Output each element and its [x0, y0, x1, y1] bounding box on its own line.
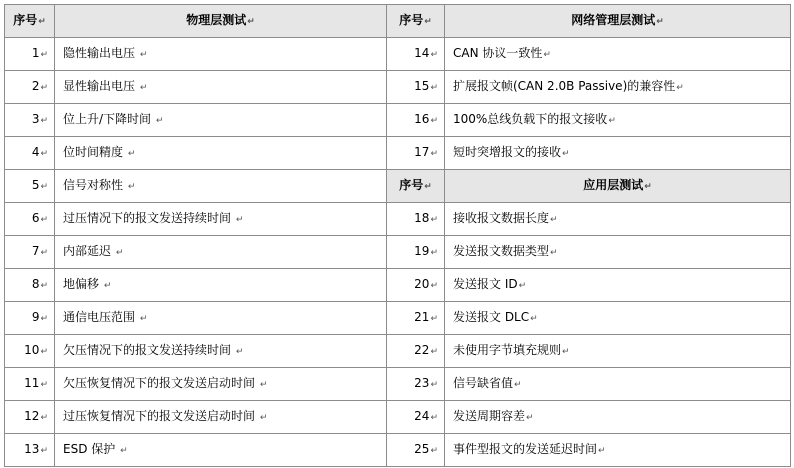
paragraph-mark-icon: ↵ — [259, 413, 268, 423]
app-test-name: 发送报文 ID↵ — [445, 269, 791, 302]
app-test-name: 发送周期容差↵ — [445, 401, 791, 434]
paragraph-mark-icon: ↵ — [430, 215, 438, 225]
paragraph-mark-icon: ↵ — [40, 314, 48, 324]
paragraph-mark-icon: ↵ — [644, 182, 652, 192]
paragraph-mark-icon: ↵ — [40, 149, 48, 159]
paragraph-mark-icon: ↵ — [598, 446, 606, 456]
physical-test-no: 11↵ — [5, 368, 55, 401]
network-test-name: CAN 协议一致性↵ — [445, 38, 791, 71]
network-test-no: 15↵ — [387, 71, 445, 104]
paragraph-mark-icon: ↵ — [235, 347, 244, 357]
application-layer-header: 应用层测试↵ — [445, 170, 791, 203]
physical-test-name: 信号对称性 ↵ — [55, 170, 387, 203]
paragraph-mark-icon: ↵ — [430, 248, 438, 258]
header-row — [5, 5, 791, 38]
physical-layer-header: 物理层测试↵ — [55, 5, 387, 38]
paragraph-mark-icon: ↵ — [103, 281, 112, 291]
physical-test-name: 显性输出电压 ↵ — [55, 71, 387, 104]
table-row — [5, 137, 791, 170]
no-header: 序号↵ — [387, 5, 445, 38]
paragraph-mark-icon: ↵ — [139, 50, 148, 60]
physical-test-name: 位时间精度 ↵ — [55, 137, 387, 170]
test-table-wrapper — [4, 4, 791, 467]
physical-test-no: 12↵ — [5, 401, 55, 434]
table-row — [5, 335, 791, 368]
paragraph-mark-icon: ↵ — [40, 215, 48, 225]
network-test-no: 14↵ — [387, 38, 445, 71]
paragraph-mark-icon: ↵ — [40, 248, 48, 258]
physical-test-no: 9↵ — [5, 302, 55, 335]
table-row — [5, 170, 791, 203]
paragraph-mark-icon: ↵ — [40, 83, 48, 93]
app-test-no: 18↵ — [387, 203, 445, 236]
physical-test-no: 2↵ — [5, 71, 55, 104]
app-test-no: 21↵ — [387, 302, 445, 335]
network-test-no: 17↵ — [387, 137, 445, 170]
paragraph-mark-icon: ↵ — [127, 149, 136, 159]
paragraph-mark-icon: ↵ — [430, 50, 438, 60]
paragraph-mark-icon: ↵ — [40, 182, 48, 192]
test-items-table — [4, 4, 791, 467]
paragraph-mark-icon: ↵ — [430, 83, 438, 93]
paragraph-mark-icon: ↵ — [430, 446, 438, 456]
network-test-name: 100%总线负载下的报文接收↵ — [445, 104, 791, 137]
paragraph-mark-icon: ↵ — [430, 281, 438, 291]
paragraph-mark-icon: ↵ — [424, 17, 432, 27]
paragraph-mark-icon: ↵ — [40, 50, 48, 60]
paragraph-mark-icon: ↵ — [40, 281, 48, 291]
physical-test-no: 13↵ — [5, 434, 55, 467]
table-row — [5, 203, 791, 236]
paragraph-mark-icon: ↵ — [40, 380, 48, 390]
paragraph-mark-icon: ↵ — [656, 17, 664, 27]
table-row — [5, 434, 791, 467]
physical-test-name: 位上升/下降时间 ↵ — [55, 104, 387, 137]
paragraph-mark-icon: ↵ — [550, 215, 558, 225]
paragraph-mark-icon: ↵ — [514, 380, 522, 390]
paragraph-mark-icon: ↵ — [235, 215, 244, 225]
paragraph-mark-icon: ↵ — [608, 116, 616, 126]
physical-test-name: 欠压恢复情况下的报文发送启动时间 ↵ — [55, 368, 387, 401]
physical-test-name: 过压恢复情况下的报文发送启动时间 ↵ — [55, 401, 387, 434]
physical-test-name: 过压情况下的报文发送持续时间 ↵ — [55, 203, 387, 236]
physical-test-no: 5↵ — [5, 170, 55, 203]
app-test-no: 19↵ — [387, 236, 445, 269]
paragraph-mark-icon: ↵ — [518, 281, 527, 291]
app-test-no: 24↵ — [387, 401, 445, 434]
paragraph-mark-icon: ↵ — [430, 314, 438, 324]
app-test-name: 发送报文数据类型↵ — [445, 236, 791, 269]
physical-test-name: 地偏移 ↵ — [55, 269, 387, 302]
table-row — [5, 269, 791, 302]
paragraph-mark-icon: ↵ — [430, 380, 438, 390]
paragraph-mark-icon: ↵ — [247, 17, 255, 27]
physical-test-name: 隐性输出电压 ↵ — [55, 38, 387, 71]
paragraph-mark-icon: ↵ — [120, 446, 128, 456]
app-test-name: 发送报文 DLC↵ — [445, 302, 791, 335]
paragraph-mark-icon: ↵ — [259, 380, 268, 390]
physical-test-name: 内部延迟 ↵ — [55, 236, 387, 269]
paragraph-mark-icon: ↵ — [40, 116, 48, 126]
physical-test-name: ESD 保护 ↵ — [55, 434, 387, 467]
paragraph-mark-icon: ↵ — [430, 413, 438, 423]
network-layer-header: 网络管理层测试↵ — [445, 5, 791, 38]
paragraph-mark-icon: ↵ — [530, 314, 538, 324]
paragraph-mark-icon: ↵ — [155, 116, 164, 126]
table-row — [5, 368, 791, 401]
network-test-no: 16↵ — [387, 104, 445, 137]
paragraph-mark-icon: ↵ — [424, 182, 432, 192]
table-row — [5, 38, 791, 71]
paragraph-mark-icon: ↵ — [40, 413, 48, 423]
app-test-name: 未使用字节填充规则↵ — [445, 335, 791, 368]
app-test-name: 信号缺省值↵ — [445, 368, 791, 401]
paragraph-mark-icon: ↵ — [562, 149, 570, 159]
no-header: 序号↵ — [5, 5, 55, 38]
app-test-no: 22↵ — [387, 335, 445, 368]
table-row — [5, 236, 791, 269]
paragraph-mark-icon: ↵ — [127, 182, 136, 192]
paragraph-mark-icon: ↵ — [562, 347, 570, 357]
app-test-no: 25↵ — [387, 434, 445, 467]
physical-test-no: 10↵ — [5, 335, 55, 368]
paragraph-mark-icon: ↵ — [543, 50, 551, 60]
network-test-name: 扩展报文帧(CAN 2.0B Passive)的兼容性↵ — [445, 71, 791, 104]
paragraph-mark-icon: ↵ — [139, 83, 148, 93]
table-row — [5, 401, 791, 434]
paragraph-mark-icon: ↵ — [139, 314, 148, 324]
table-row — [5, 104, 791, 137]
physical-test-name: 通信电压范围 ↵ — [55, 302, 387, 335]
paragraph-mark-icon: ↵ — [676, 83, 684, 93]
physical-test-no: 8↵ — [5, 269, 55, 302]
physical-test-no: 7↵ — [5, 236, 55, 269]
paragraph-mark-icon: ↵ — [40, 347, 48, 357]
paragraph-mark-icon: ↵ — [550, 248, 558, 258]
paragraph-mark-icon: ↵ — [430, 116, 438, 126]
paragraph-mark-icon: ↵ — [430, 149, 438, 159]
table-row — [5, 302, 791, 335]
app-test-no: 20↵ — [387, 269, 445, 302]
paragraph-mark-icon: ↵ — [430, 347, 438, 357]
physical-test-no: 3↵ — [5, 104, 55, 137]
table-row — [5, 71, 791, 104]
physical-test-name: 欠压情况下的报文发送持续时间 ↵ — [55, 335, 387, 368]
no-header: 序号↵ — [387, 170, 445, 203]
physical-test-no: 6↵ — [5, 203, 55, 236]
app-test-no: 23↵ — [387, 368, 445, 401]
paragraph-mark-icon: ↵ — [40, 446, 48, 456]
app-test-name: 事件型报文的发送延迟时间↵ — [445, 434, 791, 467]
physical-test-no: 1↵ — [5, 38, 55, 71]
paragraph-mark-icon: ↵ — [115, 248, 124, 258]
app-test-name: 接收报文数据长度↵ — [445, 203, 791, 236]
physical-test-no: 4↵ — [5, 137, 55, 170]
network-test-name: 短时突增报文的接收↵ — [445, 137, 791, 170]
paragraph-mark-icon: ↵ — [38, 17, 46, 27]
paragraph-mark-icon: ↵ — [526, 413, 534, 423]
